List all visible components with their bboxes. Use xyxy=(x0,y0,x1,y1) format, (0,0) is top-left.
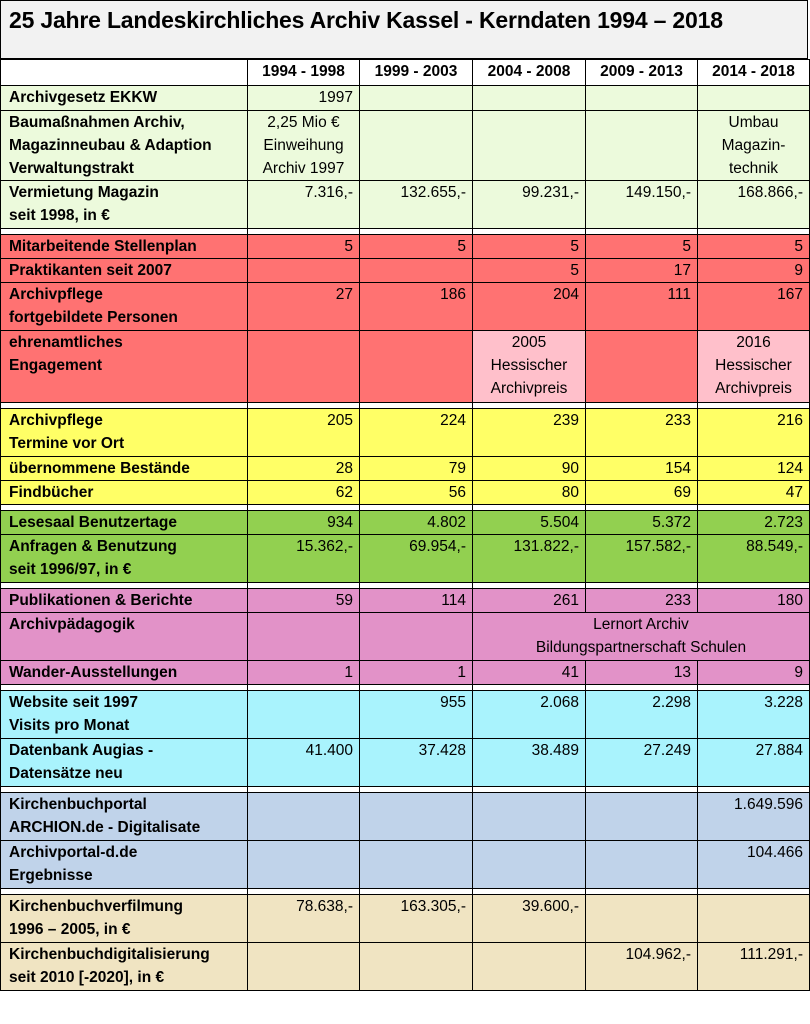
cell-value: 5.504 xyxy=(473,511,586,535)
row-label: Datenbank Augias - Datensätze neu xyxy=(1,739,248,787)
cell-value: 80 xyxy=(473,481,586,505)
cell-value xyxy=(473,793,586,841)
cell-value: 27.249 xyxy=(586,739,698,787)
cell-value xyxy=(473,841,586,889)
cell-value: 41.400 xyxy=(248,739,360,787)
cell-value: 167 xyxy=(698,283,810,331)
cell-value: 157.582,- xyxy=(586,535,698,583)
table-row xyxy=(1,409,810,457)
cell-value xyxy=(473,86,586,111)
table-row xyxy=(1,283,810,331)
cell-value: 78.638,- xyxy=(248,895,360,943)
cell-value: 2,25 Mio € Einweihung Archiv 1997 xyxy=(248,111,360,181)
cell-value: 7.316,- xyxy=(248,181,360,229)
cell-value: 5 xyxy=(698,235,810,259)
cell-value: 186 xyxy=(360,283,473,331)
cell-value xyxy=(586,793,698,841)
cell-value xyxy=(586,86,698,111)
cell-value xyxy=(248,613,360,661)
cell-value: 934 xyxy=(248,511,360,535)
cell-value: 114 xyxy=(360,589,473,613)
cell-value xyxy=(698,86,810,111)
cell-value: 69.954,- xyxy=(360,535,473,583)
row-label: Baumaßnahmen Archiv, Magazinneubau & Adaption Verwaltungstrakt xyxy=(1,111,248,181)
header-label-empty xyxy=(1,60,248,86)
cell-value xyxy=(360,793,473,841)
cell-value: 2016 Hessischer Archivpreis xyxy=(698,331,810,403)
key-data-table xyxy=(0,59,810,991)
page-title: 25 Jahre Landeskirchliches Archiv Kassel - Kerndaten 1994 – 2018 xyxy=(9,7,723,33)
cell-value: 41 xyxy=(473,661,586,685)
cell-value xyxy=(473,943,586,991)
table-row xyxy=(1,259,810,283)
title-cell xyxy=(0,0,808,59)
row-label: Kirchenbuchportal ARCHION.de - Digitalisate xyxy=(1,793,248,841)
cell-value: 27 xyxy=(248,283,360,331)
cell-value: 104.466 xyxy=(698,841,810,889)
table-row xyxy=(1,589,810,613)
cell-value xyxy=(360,86,473,111)
cell-value xyxy=(360,943,473,991)
table-row xyxy=(1,739,810,787)
cell-value: 204 xyxy=(473,283,586,331)
header-period: 2009 - 2013 xyxy=(586,60,698,86)
cell-value: 27.884 xyxy=(698,739,810,787)
cell-value: 1997 xyxy=(248,86,360,111)
cell-value: 205 xyxy=(248,409,360,457)
header-period: 2014 - 2018 xyxy=(698,60,810,86)
cell-value: 261 xyxy=(473,589,586,613)
cell-value xyxy=(360,259,473,283)
table-row xyxy=(1,86,810,111)
row-label: Praktikanten seit 2007 xyxy=(1,259,248,283)
cell-value: 79 xyxy=(360,457,473,481)
table-row xyxy=(1,943,810,991)
cell-value: 111.291,- xyxy=(698,943,810,991)
cell-value: 132.655,- xyxy=(360,181,473,229)
header-period: 1994 - 1998 xyxy=(248,60,360,86)
cell-value: 99.231,- xyxy=(473,181,586,229)
cell-value: 28 xyxy=(248,457,360,481)
cell-value: 69 xyxy=(586,481,698,505)
cell-value xyxy=(248,259,360,283)
cell-value xyxy=(248,841,360,889)
cell-value: 5 xyxy=(473,235,586,259)
header-row xyxy=(1,60,810,86)
cell-value: Umbau Magazin- technik xyxy=(698,111,810,181)
table-row xyxy=(1,457,810,481)
cell-value: 90 xyxy=(473,457,586,481)
cell-value xyxy=(698,895,810,943)
cell-value: 47 xyxy=(698,481,810,505)
cell-value: 59 xyxy=(248,589,360,613)
cell-value xyxy=(360,613,473,661)
cell-value: 163.305,- xyxy=(360,895,473,943)
cell-value xyxy=(586,895,698,943)
row-label: Publikationen & Berichte xyxy=(1,589,248,613)
cell-value: 131.822,- xyxy=(473,535,586,583)
cell-value: 5 xyxy=(248,235,360,259)
header-period: 1999 - 2003 xyxy=(360,60,473,86)
cell-value: 224 xyxy=(360,409,473,457)
cell-value: 2005 Hessischer Archivpreis xyxy=(473,331,586,403)
cell-value xyxy=(248,691,360,739)
cell-value: 239 xyxy=(473,409,586,457)
cell-value: 233 xyxy=(586,589,698,613)
table-row xyxy=(1,535,810,583)
cell-value: 2.068 xyxy=(473,691,586,739)
cell-value: 955 xyxy=(360,691,473,739)
table-row xyxy=(1,613,810,661)
row-label: Kirchenbuchverfilmung 1996 – 2005, in € xyxy=(1,895,248,943)
merged-cell-value: Lernort Archiv Bildungspartnerschaft Schulen xyxy=(473,613,810,661)
cell-value: 1.649.596 xyxy=(698,793,810,841)
table-row xyxy=(1,841,810,889)
table-row xyxy=(1,481,810,505)
cell-value xyxy=(586,841,698,889)
cell-value: 17 xyxy=(586,259,698,283)
row-label: übernommene Bestände xyxy=(1,457,248,481)
cell-value: 15.362,- xyxy=(248,535,360,583)
cell-value: 149.150,- xyxy=(586,181,698,229)
table-row xyxy=(1,661,810,685)
table-row xyxy=(1,331,810,403)
cell-value: 5 xyxy=(586,235,698,259)
cell-value: 233 xyxy=(586,409,698,457)
cell-value: 13 xyxy=(586,661,698,685)
cell-value xyxy=(360,331,473,403)
cell-value: 37.428 xyxy=(360,739,473,787)
row-label: Lesesaal Benutzertage xyxy=(1,511,248,535)
cell-value: 1 xyxy=(360,661,473,685)
cell-value: 38.489 xyxy=(473,739,586,787)
cell-value: 88.549,- xyxy=(698,535,810,583)
table-row xyxy=(1,235,810,259)
cell-value: 56 xyxy=(360,481,473,505)
cell-value: 168.866,- xyxy=(698,181,810,229)
row-label: Vermietung Magazin seit 1998, in € xyxy=(1,181,248,229)
header-period: 2004 - 2008 xyxy=(473,60,586,86)
row-label: Archivportal-d.de Ergebnisse xyxy=(1,841,248,889)
table-row xyxy=(1,895,810,943)
row-label: Kirchenbuchdigitalisierung seit 2010 [-2020], in € xyxy=(1,943,248,991)
cell-value: 124 xyxy=(698,457,810,481)
cell-value xyxy=(473,111,586,181)
row-label: Findbücher xyxy=(1,481,248,505)
cell-value xyxy=(586,331,698,403)
cell-value xyxy=(248,943,360,991)
cell-value: 5 xyxy=(360,235,473,259)
row-label: Archivpflege Termine vor Ort xyxy=(1,409,248,457)
row-label: ehrenamtliches Engagement xyxy=(1,331,248,403)
row-label: Archivpflege fortgebildete Personen xyxy=(1,283,248,331)
cell-value: 39.600,- xyxy=(473,895,586,943)
cell-value: 1 xyxy=(248,661,360,685)
row-label: Mitarbeitende Stellenplan xyxy=(1,235,248,259)
cell-value: 2.723 xyxy=(698,511,810,535)
cell-value: 62 xyxy=(248,481,360,505)
cell-value: 154 xyxy=(586,457,698,481)
cell-value: 111 xyxy=(586,283,698,331)
cell-value: 5 xyxy=(473,259,586,283)
row-label: Archivgesetz EKKW xyxy=(1,86,248,111)
cell-value xyxy=(248,331,360,403)
table-row xyxy=(1,511,810,535)
cell-value: 3.228 xyxy=(698,691,810,739)
table-row xyxy=(1,181,810,229)
cell-value xyxy=(248,793,360,841)
cell-value: 216 xyxy=(698,409,810,457)
row-label: Archivpädagogik xyxy=(1,613,248,661)
table-row xyxy=(1,691,810,739)
cell-value: 180 xyxy=(698,589,810,613)
cell-value: 9 xyxy=(698,661,810,685)
table-row xyxy=(1,111,810,181)
row-label: Anfragen & Benutzung seit 1996/97, in € xyxy=(1,535,248,583)
cell-value xyxy=(360,111,473,181)
cell-value: 5.372 xyxy=(586,511,698,535)
cell-value xyxy=(360,841,473,889)
cell-value: 9 xyxy=(698,259,810,283)
row-label: Website seit 1997 Visits pro Monat xyxy=(1,691,248,739)
cell-value: 2.298 xyxy=(586,691,698,739)
row-label: Wander-Ausstellungen xyxy=(1,661,248,685)
cell-value: 4.802 xyxy=(360,511,473,535)
cell-value xyxy=(586,111,698,181)
cell-value: 104.962,- xyxy=(586,943,698,991)
table-row xyxy=(1,793,810,841)
